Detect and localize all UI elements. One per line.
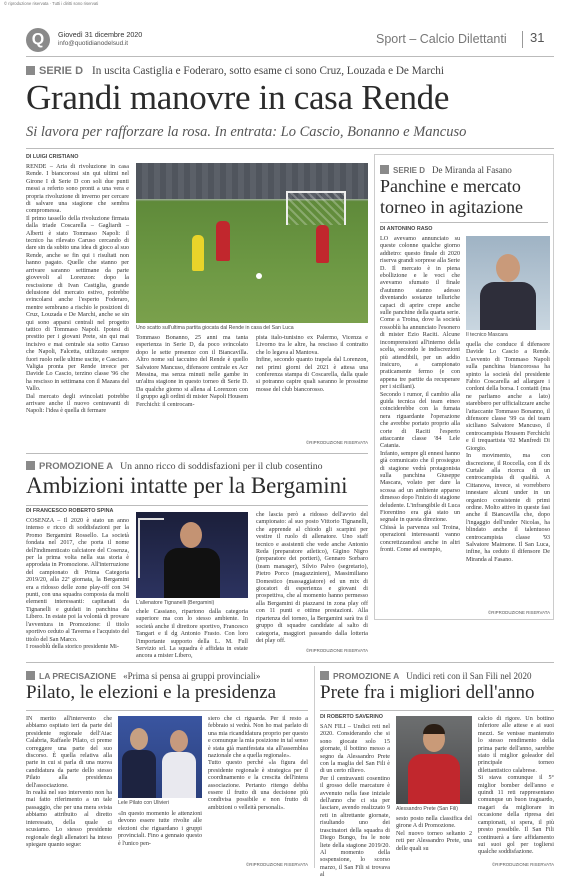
prete-photo (396, 716, 472, 804)
bottom-top-rule (26, 662, 554, 663)
kicker-square-icon (320, 671, 329, 680)
bergamini-top-rule (26, 453, 368, 454)
fasano-copyright: ©RIPRODUZIONE RISERVATA (488, 610, 550, 615)
bergamini-col-1: COSENZA – Il 2020 è stato un anno intenso e ricco di soddisfazioni per la Promo Bergamini Rossello. La società fondata nel 2017, che porta il nome dell'indimenticato calciatore del Cosenza, per la prima volta nella sua storia è approdata in Promozione. All'interruzione del campionato di Prima Categoria 2019/20, alla 22ª giornata, la Bergamini era a ridosso delle zone play-off con 34 punti, con una squadra composta da molti elementi interessanti: capitanati da Tignanelli e guidati in panchina da Libero. In estate poi la volontà di provare l'avventura in Promozione: il titolo sportivo ceduto al Taverna e l'acquisto del titolo del San Marco. I rossoblù della storico presidente Mi- (26, 518, 129, 650)
fasano-overline: De Miranda al Fasano (432, 165, 512, 175)
coach-head (180, 522, 202, 548)
prete-copyright: ©RIPRODUZIONE RISERVATA (492, 862, 554, 867)
bottom-column-divider (314, 666, 315, 868)
coach-body (164, 548, 220, 598)
coach-body (480, 282, 536, 330)
person-1-head (130, 728, 148, 750)
goal-post (138, 518, 164, 578)
header-rule (26, 56, 554, 57)
pilato-rule (26, 710, 308, 711)
player-yellow (192, 235, 204, 271)
main-copyright: ©RIPRODUZIONE RISERVATA (306, 440, 368, 445)
pilato-headline: Pilato, le elezioni e la presidenza (26, 682, 277, 703)
fasano-byline: DI ANTONINO RASO (380, 226, 433, 232)
main-kicker-line (26, 61, 556, 79)
prete-rule (320, 710, 554, 711)
player-red-1 (216, 221, 230, 261)
logo-letter: Q (31, 31, 45, 48)
bergamini-photo-caption: L'allenatore Tignanelli (Bergamini) (136, 600, 215, 606)
header-divider (522, 31, 523, 48)
prete-byline: DI ROBERTO SAVERINO (320, 714, 383, 720)
main-headline: Grandi manovre in casa Rende (26, 78, 450, 117)
top-notice: © riproduzione riservata · Tutti i diritti sono riservati (4, 1, 99, 6)
fasano-kicker: SERIE D (393, 166, 426, 175)
bergamini-copyright: ©RIPRODUZIONE RISERVATA (306, 648, 368, 653)
pilato-col-1: IN merito all'intervento che abbiamo ospitato ieri da parte del presidente regionale dell'Aiac Calabria, Raffaele Pilato, ci preme correggere una parte del suo discorso. È quella relativa alla parte in cui si parla di una nuova candidatura da parte dello stesso Pilato alla presidenza dell'associazione. In realtà nel suo intervento non ha mai fatto riferimento a un tale passaggio, che per una mera svista abbiamo attribuito al diretto interessato, della quale ci scusiamo. Lo stesso presidente regionale degli allenatori ha inteso spiegare quanto segue: (26, 716, 112, 848)
fasano-col-1: LO avevamo annunciato su queste colonne qualche giorno addietro: questo finale di 2020 riserva grandi sorprese alla Serie D. Il mercato è in piena ebollizione e le voci che avevamo sfumato il finale d'autunno stanno adesso diventando sostanze telluriche capaci di aprire crepe anche sulle panchine della quarta serie. Come a Troina, dove la società rossoblù ha annunciato l'esonero di mister Ezio Raciti. Alcune incomprensioni all'interno della scelta, secondo le indiscrezioni più attendibili, per un addio insicuro, a campionato praticamente fermo (e con appena tre partite da recuperare per i siciliani). Secondo i rumor, il cambio alla guida tecnica del team etneo coinciderebbe con la fumata nera riguardante l'operazione che avrebbe portato proprio alla corte di Raciti l'esperto attaccante classe '84 Lele Catania. Infanto, sempre gli ennesi hanno già comunicato che il prosieguo di stagione vedrà protagonista sulla panchina Giuseppe Mascara, volato per dare la scossa ad un ambiente apparso dimesso dopo l'inizio di stagione deludente. L'infrangibile di Luca Fiorentino era già stato un segnale in questa direzione. Chissà la parvenza sul Troina, operazioni interessanti vanno concretizzandosi anche in altri fronti. Come ad esempio, (380, 236, 460, 554)
prete-overline: Undici reti con il San Fili nel 2020 (406, 671, 532, 681)
bergamini-overline: Un anno ricco di soddisfazioni per il club cosentino (120, 461, 323, 472)
fasano-rule (380, 222, 548, 223)
bergamini-rule (26, 505, 368, 506)
prete-col-2: sesto posto nella classifica del girone A di Promozione. Nel nuovo torneo seltanto 2 reti per Alessandro Prete, una delle quali su (396, 816, 472, 852)
main-byline: DI LUIGI CRISTIANO (26, 154, 79, 160)
contact-email: info@quotidianodelsud.it (58, 40, 129, 47)
main-photo-caption: Uno scatto sull'ultima partita giocata dal Rende in casa del San Luca (136, 325, 294, 331)
main-kicker: SERIE D (39, 65, 84, 77)
main-overline: In uscita Castiglia e Foderaro, sotto esame ci sono Cruz, Louzada e De Marchi (92, 65, 445, 77)
bergamini-headline: Ambizioni intatte per la Bergamini (26, 473, 348, 498)
kicker-square-icon (26, 461, 35, 470)
fasano-photo (466, 236, 550, 330)
pilato-quote: «In questo momento le attenzioni devono essere tutte rivolte alle elezioni che riguardano i gruppi provinciali. Fino a gennaio questo è l'unico pen- (118, 811, 202, 847)
fasano-headline: Panchine e mercato torneo in agitazione (380, 176, 523, 217)
person-1-body (122, 750, 156, 798)
kicker-square-icon (380, 165, 389, 174)
bergamini-col-3: che lascia però a ridosso dell'avvio del campionato: al suo posto Vittorio Tignanelli, che apprende al chiodo gli scarpini per vestire il ruolo di allenatore. Uno staff tecnico e assistenti che vede anche Antonio Reda (preparatore atletico), Gigino Nigro (preparatore dei portieri), Gennaro Sorbaro (team manager), Silvio Palvo (segretario), Pietro Porco (magazziniere), Massimiliano Domestico (massaggiatore) ed un mix di giocatori di esperienza e giovani di prospettiva, che al momento hanno permesso alla Bergamini di piazzarsi in zona play off con 11 punti e ottime prestazioni. Alla ripartenza del torneo, la Bergamini sarà tra il gruppo di squadre candidate al salto di categoria, maggiori passando dalla lotteria dei play off. (256, 512, 368, 644)
pilato-photo-caption: Lele Pilato con Ulivieri (118, 800, 170, 806)
section-title: Sport – Calcio Dilettanti (376, 32, 507, 46)
bergamini-photo (136, 512, 248, 598)
prete-kicker: PROMOZIONE A (333, 671, 400, 681)
bergamini-kicker: PROMOZIONE A (39, 461, 114, 472)
player-hair (423, 724, 445, 734)
prete-headline: Prete fra i migliori dell'anno (320, 682, 535, 703)
page-number: 31 (530, 30, 545, 45)
prete-photo-caption: Alessandro Prete (San Fili) (396, 806, 458, 812)
prete-col-3: calcio di rigore. Un bottino inferiore alle attese e ai suoi mezzi. Se venisse mantenuto lo stesso rendimento della prima parte dell'anno, sarebbe stato il miglior goleador del principale torneo dilettantistico calabrese. Si stava comunque il 5° miglior bomber dell'anno e quindi 11 reti rappresentano comunque un buon traguardo, magari da migliorare in occasione della ripresa dei campionati, si spera, il più presto possibile. Il San Fili continuerà a fare affidamento sui suoi gol per togliersi qualche soddisfazione. (478, 716, 554, 856)
pilato-kicker: LA PRECISAZIONE (39, 671, 117, 681)
main-col-1: RENDE – Aria di rivoluzione in casa Rende. I biancorossi sin qui ultimi nel Girone I di Serie D con soli due punti messi a referto sono pronti a una vera e propria rivoluzione di inverno per cercare di salvare una stagione che sembra compromessa. Il primo tassello della rivoluzione firmata dalla triade Coscarella – Gagliardi – Alberti è stato Tommaso Napoli: il tecnico ha rilevato Caruso cercando di dare sin da subito una idea di gioco al suo Rende, anche se fin qui i risultati non hanno pagato. Quelle che stanno per arrivare saranno settimane da parte giovevoli al Lorenzon: dopo la rescissione di Ivan Castiglia, grande delusione del mercato estivo, potrebbe svincolarsi anche l'esperto Foderaro, mentre sembrano a rischio le posizioni di Cruz, Louzada e De Marchi, anche se sin qui sono apparsi centrali nel progetto tattico di Tommaso Napoli. Ipotesi di prestito per i giovani Prete, sin qui mai incisivo e mai centrale sia sotto Caruso che Napoli, Falcetta, utilizzato sempre fuori ruolo nelle ultime uscite, e Casciaro. Valigia pronta per Rende invece per Davide Lo Cascio, terzino classe '96 che ha rescisso in settimana con il Mazara del Vallo. Dal mercato degli svincolati potrebbe arrivare anche il nuovo centravanti di Napoli: l'idea è quella di fermare (26, 164, 129, 415)
pilato-overline: «Prima si pensa ai gruppi provinciali» (123, 671, 261, 681)
goal-net (286, 191, 346, 225)
pilato-photo (118, 716, 202, 798)
coach-head (496, 254, 520, 282)
pilato-col-3: siero che ci riguarda. Per il resto a febbraio si vedrà. Non ho mai parlato di una mia ricandidatura proprio per questo e comunque la mia posizione in tal senso è stata già manifestata sia all'assemblea nazionale che a quella regionale». Tutto questo perché «la figura del presidente regionale è strategica per il coordinamento e la crescita dell'intera associazione. Pertanto ritengo debba essere il frutto di una decisione più condivisa possibile e non frutto di ambizioni o velleità personali». (208, 716, 309, 811)
player-shirt (408, 754, 460, 804)
main-photo (136, 163, 368, 323)
bergamini-byline: DI FRANCESCO ROBERTO SPINA (26, 508, 114, 514)
main-col-2: Tommaso Bonanno, 25 anni ma tanta esperienza in Serie D, da poco svincolato dopo le sette presenze con il Biancavilla. Altro nome sul taccuino del Rende è quello Salvatore Mancuso, difensore centrale ex Acr Messina, ma senza minuti nelle gambe in un'altra stagione in questo torneo di Serie D. Da qualche giorno si allena al Lorenzon con il gruppo agli ordini di mister Napoli Housem Ferchichi: il centrocam- (136, 335, 248, 408)
prete-col-1: SAN FILI – Undici reti nel 2020. Considerando che si sono giocate solo 15 giornate, il bottino messo a segno da Alessandro Prete con la maglia del San Fili è di un certo rilievo. Per il centravanti cosentino il grosso delle marcature è avvenuto nella fase iniziale dell'anno che ci sta per lasciare, avendo realizzato 9 reti in altrettante giornate, risultando uno dei trascinatori della squadra di Diego Bungo, fra le note liete della stagione 2019/20. Al momento della sospensione, lo scorso marzo, il San Fili si trovava al (320, 724, 390, 879)
ball (256, 273, 262, 279)
pilato-copyright: ©RIPRODUZIONE RISERVATA (246, 862, 308, 867)
issue-date: Giovedì 31 dicembre 2020 (58, 30, 143, 39)
player-red-2 (316, 225, 329, 263)
person-2-body (162, 752, 196, 798)
kicker-square-icon (26, 66, 35, 75)
kicker-square-icon (26, 671, 35, 680)
bergamini-col-2: chele Cassiano, ripartono dalla categoria superiore ma con lo stesso ambiente. In società anche il direttore sportivo, Francesco Tangari e il dg Antonio Frasto. Con loro l'importante supporto della L. M. Full Servizio srl. La squadra è affidata in estate ancora a mister Libero, (136, 609, 248, 660)
main-rule (26, 148, 554, 149)
main-subhead: Si lavora per rafforzare la rosa. In entrata: Lo Cascio, Bonanno e Mancuso (26, 124, 467, 140)
fasano-photo-caption: Il tecnico Mascara (466, 332, 508, 338)
main-col-3: pista italo-tunisino ex Palermo, Vicenza e Livorno tra le altre, ha rescisso il contratto che lo legava al Mantova. Infine, secondo quanto trapela dal Lorenzon, nei primi giorni del 2021 è attesa una conferenza stampa di Coscarella, dalla quale si potranno capire quali saranno le prossime mosse del club biancorosso. (256, 335, 368, 393)
logo-icon (26, 28, 50, 52)
fasano-col-2: quella che conduce il difensore Davide Lo Cascio a Rende. L'avvento di Tommaso Napoli sulla panchina biancorossa ha spinto la società del presidente Fabio Coscarella ad allargare i cordoni della borsa. I contatti (ma ne parliamo anche a lato) starebbero per ufficializzare anche l'attaccante Tommaso Bonanno, il difensore classe '99 ca del team siciliano Salvatore Mancuso, il centrocampista Housem Ferchichi e il trequartista '02 Manfredi Di Giorgio. In movimento, ma con discrezione, il Roccella, con il dx Curtale alla ricerca di un centrocampista di qualità. A Cittanova, invece, si vorrebbero innestare alcuni under in un organico consistente di primi ordine. Molto attivo in queste fasi anche il Biancavilla che, dopo l'ingaggio dell'under Nicolas, ha blindato anche il talentuoso centrocampista classe '93 Salvatore Maimone. Il San Luca, infine, ha ceduto il difensore De Miranda al Fasano. (466, 342, 550, 563)
person-2-head (170, 730, 188, 752)
